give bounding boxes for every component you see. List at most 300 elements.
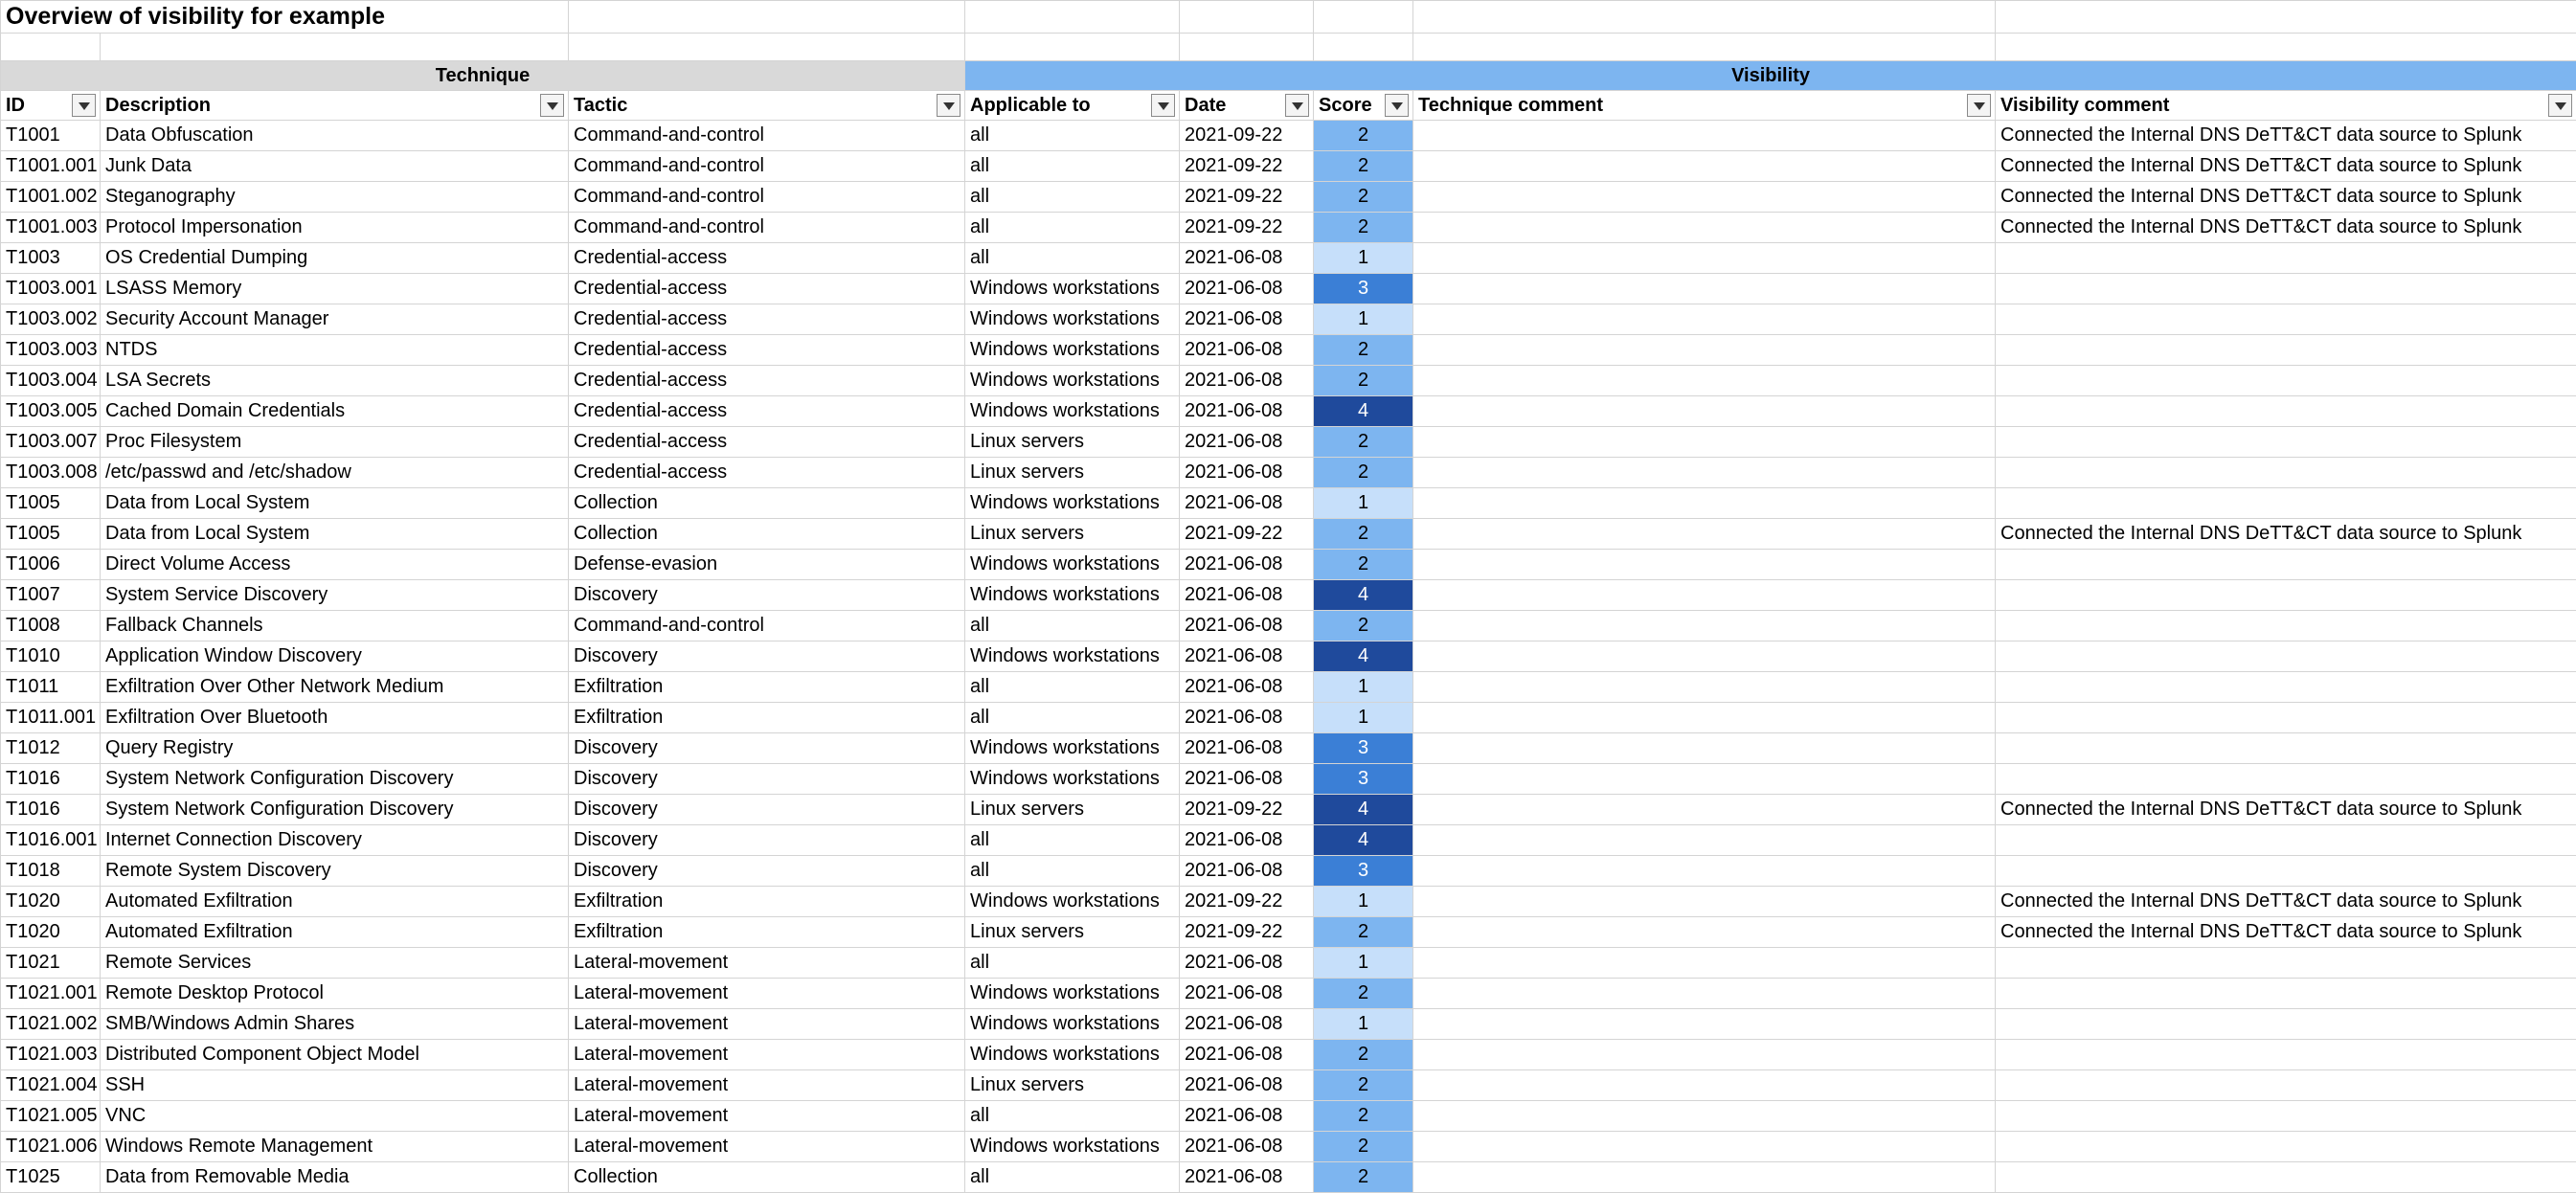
cell-score[interactable]: 1 bbox=[1314, 672, 1413, 703]
cell-date[interactable]: 2021-09-22 bbox=[1180, 519, 1314, 550]
cell[interactable] bbox=[569, 34, 965, 61]
cell-description[interactable]: Remote Services bbox=[101, 948, 569, 979]
cell-score[interactable]: 2 bbox=[1314, 519, 1413, 550]
cell-technique-comment[interactable] bbox=[1413, 733, 1996, 764]
filter-dropdown-icon[interactable] bbox=[72, 94, 96, 117]
cell-id[interactable]: T1003.007 bbox=[1, 427, 101, 458]
cell[interactable] bbox=[1314, 34, 1413, 61]
cell-description[interactable]: Fallback Channels bbox=[101, 611, 569, 642]
cell-visibility-comment[interactable] bbox=[1996, 396, 2576, 427]
cell-id[interactable]: T1016 bbox=[1, 764, 101, 795]
cell-technique-comment[interactable] bbox=[1413, 580, 1996, 611]
cell[interactable] bbox=[965, 34, 1180, 61]
cell-visibility-comment[interactable] bbox=[1996, 427, 2576, 458]
cell-date[interactable]: 2021-09-22 bbox=[1180, 213, 1314, 243]
cell-applicable-to[interactable]: Windows workstations bbox=[965, 335, 1180, 366]
cell-id[interactable]: T1006 bbox=[1, 550, 101, 580]
cell-technique-comment[interactable] bbox=[1413, 335, 1996, 366]
cell-visibility-comment[interactable]: Connected the Internal DNS DeTT&CT data source to Splunk bbox=[1996, 121, 2576, 151]
cell-applicable-to[interactable]: Windows workstations bbox=[965, 550, 1180, 580]
cell-score[interactable]: 4 bbox=[1314, 642, 1413, 672]
cell[interactable] bbox=[1314, 1, 1413, 34]
cell-visibility-comment[interactable] bbox=[1996, 1009, 2576, 1040]
cell-description[interactable]: Application Window Discovery bbox=[101, 642, 569, 672]
cell-score[interactable]: 2 bbox=[1314, 550, 1413, 580]
cell-id[interactable]: T1007 bbox=[1, 580, 101, 611]
cell-score[interactable]: 2 bbox=[1314, 1132, 1413, 1162]
cell-applicable-to[interactable]: Windows workstations bbox=[965, 580, 1180, 611]
cell-score[interactable]: 1 bbox=[1314, 243, 1413, 274]
group-header-technique[interactable]: Technique bbox=[1, 61, 965, 91]
cell[interactable] bbox=[1413, 1, 1996, 34]
cell-score[interactable]: 2 bbox=[1314, 1070, 1413, 1101]
cell-score[interactable]: 2 bbox=[1314, 917, 1413, 948]
cell-applicable-to[interactable]: Windows workstations bbox=[965, 488, 1180, 519]
cell-score[interactable]: 2 bbox=[1314, 182, 1413, 213]
cell-visibility-comment[interactable] bbox=[1996, 703, 2576, 733]
cell-applicable-to[interactable]: Linux servers bbox=[965, 1070, 1180, 1101]
cell-date[interactable]: 2021-06-08 bbox=[1180, 335, 1314, 366]
cell-technique-comment[interactable] bbox=[1413, 121, 1996, 151]
cell-applicable-to[interactable]: Windows workstations bbox=[965, 642, 1180, 672]
cell-id[interactable]: T1020 bbox=[1, 887, 101, 917]
filter-dropdown-icon[interactable] bbox=[1285, 94, 1309, 117]
cell-score[interactable]: 2 bbox=[1314, 458, 1413, 488]
cell-date[interactable]: 2021-06-08 bbox=[1180, 580, 1314, 611]
cell-tactic[interactable]: Exfiltration bbox=[569, 887, 965, 917]
cell-applicable-to[interactable]: all bbox=[965, 672, 1180, 703]
cell-technique-comment[interactable] bbox=[1413, 948, 1996, 979]
cell-applicable-to[interactable]: all bbox=[965, 703, 1180, 733]
cell[interactable] bbox=[1996, 1, 2576, 34]
cell-id[interactable]: T1005 bbox=[1, 488, 101, 519]
cell-technique-comment[interactable] bbox=[1413, 182, 1996, 213]
cell-id[interactable]: T1016 bbox=[1, 795, 101, 825]
cell-date[interactable]: 2021-09-22 bbox=[1180, 795, 1314, 825]
cell-score[interactable]: 1 bbox=[1314, 1009, 1413, 1040]
cell-score[interactable]: 3 bbox=[1314, 733, 1413, 764]
cell-date[interactable]: 2021-06-08 bbox=[1180, 427, 1314, 458]
cell-applicable-to[interactable]: Windows workstations bbox=[965, 733, 1180, 764]
cell-applicable-to[interactable]: all bbox=[965, 243, 1180, 274]
cell-description[interactable]: Data from Local System bbox=[101, 519, 569, 550]
cell-score[interactable]: 4 bbox=[1314, 580, 1413, 611]
cell-id[interactable]: T1001 bbox=[1, 121, 101, 151]
cell-visibility-comment[interactable] bbox=[1996, 1132, 2576, 1162]
cell-tactic[interactable]: Lateral-movement bbox=[569, 1132, 965, 1162]
cell-id[interactable]: T1003.008 bbox=[1, 458, 101, 488]
column-header-score[interactable] bbox=[1314, 91, 1413, 121]
cell-technique-comment[interactable] bbox=[1413, 304, 1996, 335]
cell-description[interactable]: Direct Volume Access bbox=[101, 550, 569, 580]
cell-date[interactable]: 2021-06-08 bbox=[1180, 1162, 1314, 1193]
cell-description[interactable]: Data Obfuscation bbox=[101, 121, 569, 151]
cell-date[interactable]: 2021-06-08 bbox=[1180, 1009, 1314, 1040]
cell-applicable-to[interactable]: Linux servers bbox=[965, 427, 1180, 458]
cell-score[interactable]: 4 bbox=[1314, 795, 1413, 825]
cell-visibility-comment[interactable] bbox=[1996, 458, 2576, 488]
cell-description[interactable]: Windows Remote Management bbox=[101, 1132, 569, 1162]
cell-visibility-comment[interactable] bbox=[1996, 335, 2576, 366]
cell-visibility-comment[interactable] bbox=[1996, 1040, 2576, 1070]
cell-id[interactable]: T1003.001 bbox=[1, 274, 101, 304]
cell-technique-comment[interactable] bbox=[1413, 672, 1996, 703]
filter-dropdown-icon[interactable] bbox=[937, 94, 960, 117]
cell-technique-comment[interactable] bbox=[1413, 213, 1996, 243]
column-header-visibility-comment[interactable] bbox=[1996, 91, 2576, 121]
cell-date[interactable]: 2021-06-08 bbox=[1180, 488, 1314, 519]
cell-id[interactable]: T1008 bbox=[1, 611, 101, 642]
cell-tactic[interactable]: Command-and-control bbox=[569, 611, 965, 642]
cell-tactic[interactable]: Credential-access bbox=[569, 335, 965, 366]
cell-id[interactable]: T1016.001 bbox=[1, 825, 101, 856]
cell-visibility-comment[interactable]: Connected the Internal DNS DeTT&CT data source to Splunk bbox=[1996, 887, 2576, 917]
cell-date[interactable]: 2021-06-08 bbox=[1180, 856, 1314, 887]
cell-applicable-to[interactable]: all bbox=[965, 948, 1180, 979]
cell[interactable] bbox=[1180, 34, 1314, 61]
cell-tactic[interactable]: Discovery bbox=[569, 764, 965, 795]
cell-date[interactable]: 2021-06-08 bbox=[1180, 948, 1314, 979]
column-header-description[interactable] bbox=[101, 91, 569, 121]
cell-date[interactable]: 2021-06-08 bbox=[1180, 1101, 1314, 1132]
cell-date[interactable]: 2021-06-08 bbox=[1180, 764, 1314, 795]
cell-technique-comment[interactable] bbox=[1413, 1040, 1996, 1070]
cell-description[interactable]: Data from Removable Media bbox=[101, 1162, 569, 1193]
cell-applicable-to[interactable]: all bbox=[965, 1162, 1180, 1193]
cell[interactable] bbox=[1413, 34, 1996, 61]
cell-tactic[interactable]: Lateral-movement bbox=[569, 979, 965, 1009]
cell-description[interactable]: /etc/passwd and /etc/shadow bbox=[101, 458, 569, 488]
cell-applicable-to[interactable]: all bbox=[965, 151, 1180, 182]
cell-tactic[interactable]: Discovery bbox=[569, 642, 965, 672]
cell-tactic[interactable]: Lateral-movement bbox=[569, 948, 965, 979]
cell-visibility-comment[interactable] bbox=[1996, 1070, 2576, 1101]
cell-applicable-to[interactable]: Windows workstations bbox=[965, 979, 1180, 1009]
cell-id[interactable]: T1005 bbox=[1, 519, 101, 550]
cell-description[interactable]: Distributed Component Object Model bbox=[101, 1040, 569, 1070]
cell-date[interactable]: 2021-09-22 bbox=[1180, 121, 1314, 151]
cell-technique-comment[interactable] bbox=[1413, 1101, 1996, 1132]
cell-applicable-to[interactable]: Linux servers bbox=[965, 519, 1180, 550]
cell-date[interactable]: 2021-06-08 bbox=[1180, 243, 1314, 274]
cell-applicable-to[interactable]: Windows workstations bbox=[965, 764, 1180, 795]
cell-score[interactable]: 2 bbox=[1314, 366, 1413, 396]
cell-technique-comment[interactable] bbox=[1413, 550, 1996, 580]
column-header-date[interactable] bbox=[1180, 91, 1314, 121]
cell-applicable-to[interactable]: Linux servers bbox=[965, 795, 1180, 825]
cell-score[interactable]: 2 bbox=[1314, 1101, 1413, 1132]
column-header-technique-comment[interactable] bbox=[1413, 91, 1996, 121]
cell-description[interactable]: Data from Local System bbox=[101, 488, 569, 519]
cell-id[interactable]: T1001.002 bbox=[1, 182, 101, 213]
cell-date[interactable]: 2021-06-08 bbox=[1180, 366, 1314, 396]
cell-tactic[interactable]: Discovery bbox=[569, 580, 965, 611]
cell-score[interactable]: 3 bbox=[1314, 274, 1413, 304]
cell-technique-comment[interactable] bbox=[1413, 979, 1996, 1009]
cell-tactic[interactable]: Lateral-movement bbox=[569, 1070, 965, 1101]
cell-applicable-to[interactable]: all bbox=[965, 611, 1180, 642]
cell-tactic[interactable]: Command-and-control bbox=[569, 151, 965, 182]
cell[interactable] bbox=[101, 34, 569, 61]
cell-id[interactable]: T1003.002 bbox=[1, 304, 101, 335]
cell-visibility-comment[interactable] bbox=[1996, 856, 2576, 887]
cell-date[interactable]: 2021-06-08 bbox=[1180, 1132, 1314, 1162]
cell-id[interactable]: T1020 bbox=[1, 917, 101, 948]
cell-tactic[interactable]: Command-and-control bbox=[569, 213, 965, 243]
cell-date[interactable]: 2021-06-08 bbox=[1180, 274, 1314, 304]
cell-date[interactable]: 2021-09-22 bbox=[1180, 917, 1314, 948]
cell-id[interactable]: T1021.003 bbox=[1, 1040, 101, 1070]
cell-date[interactable]: 2021-06-08 bbox=[1180, 611, 1314, 642]
cell-id[interactable]: T1010 bbox=[1, 642, 101, 672]
cell-description[interactable]: Cached Domain Credentials bbox=[101, 396, 569, 427]
cell-date[interactable]: 2021-06-08 bbox=[1180, 1070, 1314, 1101]
cell-tactic[interactable]: Defense-evasion bbox=[569, 550, 965, 580]
cell[interactable] bbox=[1180, 1, 1314, 34]
cell-visibility-comment[interactable] bbox=[1996, 764, 2576, 795]
cell-description[interactable]: Security Account Manager bbox=[101, 304, 569, 335]
column-header-tactic[interactable] bbox=[569, 91, 965, 121]
cell-id[interactable]: T1021 bbox=[1, 948, 101, 979]
cell-technique-comment[interactable] bbox=[1413, 917, 1996, 948]
cell-score[interactable]: 2 bbox=[1314, 335, 1413, 366]
cell-tactic[interactable]: Lateral-movement bbox=[569, 1009, 965, 1040]
cell-tactic[interactable]: Discovery bbox=[569, 856, 965, 887]
cell-applicable-to[interactable]: all bbox=[965, 213, 1180, 243]
cell-technique-comment[interactable] bbox=[1413, 519, 1996, 550]
cell-score[interactable]: 1 bbox=[1314, 304, 1413, 335]
cell-visibility-comment[interactable]: Connected the Internal DNS DeTT&CT data source to Splunk bbox=[1996, 917, 2576, 948]
filter-dropdown-icon[interactable] bbox=[2548, 94, 2572, 117]
cell-score[interactable]: 2 bbox=[1314, 1162, 1413, 1193]
cell-tactic[interactable]: Collection bbox=[569, 488, 965, 519]
cell-tactic[interactable]: Lateral-movement bbox=[569, 1101, 965, 1132]
cell-tactic[interactable]: Exfiltration bbox=[569, 703, 965, 733]
cell-description[interactable]: SSH bbox=[101, 1070, 569, 1101]
cell-description[interactable]: LSASS Memory bbox=[101, 274, 569, 304]
cell-tactic[interactable]: Exfiltration bbox=[569, 917, 965, 948]
cell-applicable-to[interactable]: all bbox=[965, 856, 1180, 887]
cell-applicable-to[interactable]: all bbox=[965, 825, 1180, 856]
cell-tactic[interactable]: Command-and-control bbox=[569, 121, 965, 151]
cell-date[interactable]: 2021-06-08 bbox=[1180, 825, 1314, 856]
cell-visibility-comment[interactable] bbox=[1996, 488, 2576, 519]
cell-score[interactable]: 1 bbox=[1314, 887, 1413, 917]
cell-id[interactable]: T1021.001 bbox=[1, 979, 101, 1009]
cell-visibility-comment[interactable] bbox=[1996, 274, 2576, 304]
cell-applicable-to[interactable]: Windows workstations bbox=[965, 1040, 1180, 1070]
cell-date[interactable]: 2021-06-08 bbox=[1180, 703, 1314, 733]
cell-date[interactable]: 2021-09-22 bbox=[1180, 182, 1314, 213]
cell-applicable-to[interactable]: Windows workstations bbox=[965, 1132, 1180, 1162]
cell-id[interactable]: T1001.003 bbox=[1, 213, 101, 243]
cell-visibility-comment[interactable] bbox=[1996, 948, 2576, 979]
cell[interactable] bbox=[965, 1, 1180, 34]
cell-visibility-comment[interactable]: Connected the Internal DNS DeTT&CT data source to Splunk bbox=[1996, 795, 2576, 825]
cell-date[interactable]: 2021-06-08 bbox=[1180, 1040, 1314, 1070]
cell-id[interactable]: T1021.002 bbox=[1, 1009, 101, 1040]
cell-id[interactable]: T1003 bbox=[1, 243, 101, 274]
cell-applicable-to[interactable]: Windows workstations bbox=[965, 887, 1180, 917]
cell-description[interactable]: Query Registry bbox=[101, 733, 569, 764]
filter-dropdown-icon[interactable] bbox=[1385, 94, 1409, 117]
cell-description[interactable]: System Service Discovery bbox=[101, 580, 569, 611]
cell-technique-comment[interactable] bbox=[1413, 1070, 1996, 1101]
cell-score[interactable]: 1 bbox=[1314, 488, 1413, 519]
cell-tactic[interactable]: Lateral-movement bbox=[569, 1040, 965, 1070]
cell-visibility-comment[interactable] bbox=[1996, 825, 2576, 856]
cell-technique-comment[interactable] bbox=[1413, 396, 1996, 427]
filter-dropdown-icon[interactable] bbox=[1967, 94, 1991, 117]
cell-applicable-to[interactable]: Windows workstations bbox=[965, 274, 1180, 304]
cell-technique-comment[interactable] bbox=[1413, 1132, 1996, 1162]
cell-description[interactable]: NTDS bbox=[101, 335, 569, 366]
cell-description[interactable]: System Network Configuration Discovery bbox=[101, 795, 569, 825]
cell-id[interactable]: T1011.001 bbox=[1, 703, 101, 733]
cell-score[interactable]: 3 bbox=[1314, 764, 1413, 795]
cell-description[interactable]: LSA Secrets bbox=[101, 366, 569, 396]
cell-score[interactable]: 2 bbox=[1314, 121, 1413, 151]
cell-tactic[interactable]: Credential-access bbox=[569, 274, 965, 304]
cell-technique-comment[interactable] bbox=[1413, 366, 1996, 396]
cell-applicable-to[interactable]: all bbox=[965, 182, 1180, 213]
cell-description[interactable]: Remote Desktop Protocol bbox=[101, 979, 569, 1009]
cell-tactic[interactable]: Credential-access bbox=[569, 458, 965, 488]
cell-date[interactable]: 2021-06-08 bbox=[1180, 642, 1314, 672]
cell[interactable] bbox=[569, 1, 965, 34]
cell-technique-comment[interactable] bbox=[1413, 151, 1996, 182]
cell-date[interactable]: 2021-06-08 bbox=[1180, 550, 1314, 580]
cell-tactic[interactable]: Discovery bbox=[569, 825, 965, 856]
cell-visibility-comment[interactable] bbox=[1996, 550, 2576, 580]
cell-visibility-comment[interactable] bbox=[1996, 366, 2576, 396]
cell-description[interactable]: Exfiltration Over Other Network Medium bbox=[101, 672, 569, 703]
sheet-title[interactable]: Overview of visibility for example bbox=[1, 1, 569, 34]
cell-score[interactable]: 2 bbox=[1314, 1040, 1413, 1070]
cell-date[interactable]: 2021-06-08 bbox=[1180, 672, 1314, 703]
cell-id[interactable]: T1003.003 bbox=[1, 335, 101, 366]
cell-score[interactable]: 3 bbox=[1314, 856, 1413, 887]
cell-description[interactable]: Exfiltration Over Bluetooth bbox=[101, 703, 569, 733]
cell-score[interactable]: 2 bbox=[1314, 213, 1413, 243]
cell-description[interactable]: VNC bbox=[101, 1101, 569, 1132]
cell-description[interactable]: SMB/Windows Admin Shares bbox=[101, 1009, 569, 1040]
column-header-applicable-to[interactable] bbox=[965, 91, 1180, 121]
cell-id[interactable]: T1001.001 bbox=[1, 151, 101, 182]
cell-visibility-comment[interactable] bbox=[1996, 1101, 2576, 1132]
cell-score[interactable]: 2 bbox=[1314, 979, 1413, 1009]
filter-dropdown-icon[interactable] bbox=[1151, 94, 1175, 117]
column-header-id[interactable] bbox=[1, 91, 101, 121]
cell-visibility-comment[interactable] bbox=[1996, 642, 2576, 672]
cell-id[interactable]: T1018 bbox=[1, 856, 101, 887]
cell-id[interactable]: T1021.004 bbox=[1, 1070, 101, 1101]
filter-dropdown-icon[interactable] bbox=[540, 94, 564, 117]
cell-tactic[interactable]: Collection bbox=[569, 1162, 965, 1193]
cell-tactic[interactable]: Exfiltration bbox=[569, 672, 965, 703]
cell-applicable-to[interactable]: all bbox=[965, 1101, 1180, 1132]
cell-score[interactable]: 1 bbox=[1314, 703, 1413, 733]
cell-technique-comment[interactable] bbox=[1413, 243, 1996, 274]
cell-tactic[interactable]: Collection bbox=[569, 519, 965, 550]
cell-description[interactable]: Remote System Discovery bbox=[101, 856, 569, 887]
cell-description[interactable]: System Network Configuration Discovery bbox=[101, 764, 569, 795]
cell[interactable] bbox=[1996, 34, 2576, 61]
cell-description[interactable]: Internet Connection Discovery bbox=[101, 825, 569, 856]
cell-visibility-comment[interactable] bbox=[1996, 243, 2576, 274]
cell-applicable-to[interactable]: all bbox=[965, 121, 1180, 151]
cell-id[interactable]: T1003.005 bbox=[1, 396, 101, 427]
cell-id[interactable]: T1003.004 bbox=[1, 366, 101, 396]
cell-id[interactable]: T1021.006 bbox=[1, 1132, 101, 1162]
cell-tactic[interactable]: Credential-access bbox=[569, 304, 965, 335]
cell-technique-comment[interactable] bbox=[1413, 611, 1996, 642]
cell-tactic[interactable]: Credential-access bbox=[569, 427, 965, 458]
cell-visibility-comment[interactable] bbox=[1996, 733, 2576, 764]
cell-applicable-to[interactable]: Linux servers bbox=[965, 917, 1180, 948]
cell-date[interactable]: 2021-09-22 bbox=[1180, 151, 1314, 182]
cell-applicable-to[interactable]: Windows workstations bbox=[965, 304, 1180, 335]
cell-id[interactable]: T1011 bbox=[1, 672, 101, 703]
cell-description[interactable]: Automated Exfiltration bbox=[101, 917, 569, 948]
cell-applicable-to[interactable]: Windows workstations bbox=[965, 396, 1180, 427]
cell-score[interactable]: 2 bbox=[1314, 427, 1413, 458]
cell-technique-comment[interactable] bbox=[1413, 274, 1996, 304]
cell-applicable-to[interactable]: Windows workstations bbox=[965, 1009, 1180, 1040]
cell-id[interactable]: T1012 bbox=[1, 733, 101, 764]
cell-description[interactable]: Proc Filesystem bbox=[101, 427, 569, 458]
cell-date[interactable]: 2021-06-08 bbox=[1180, 396, 1314, 427]
cell-applicable-to[interactable]: Linux servers bbox=[965, 458, 1180, 488]
cell-visibility-comment[interactable] bbox=[1996, 979, 2576, 1009]
cell-visibility-comment[interactable] bbox=[1996, 672, 2576, 703]
cell-visibility-comment[interactable]: Connected the Internal DNS DeTT&CT data source to Splunk bbox=[1996, 151, 2576, 182]
cell-technique-comment[interactable] bbox=[1413, 488, 1996, 519]
cell-tactic[interactable]: Discovery bbox=[569, 795, 965, 825]
cell-id[interactable]: T1025 bbox=[1, 1162, 101, 1193]
group-header-visibility[interactable]: Visibility bbox=[965, 61, 2576, 91]
cell-technique-comment[interactable] bbox=[1413, 825, 1996, 856]
cell-visibility-comment[interactable]: Connected the Internal DNS DeTT&CT data source to Splunk bbox=[1996, 519, 2576, 550]
cell-id[interactable]: T1021.005 bbox=[1, 1101, 101, 1132]
cell-visibility-comment[interactable]: Connected the Internal DNS DeTT&CT data source to Splunk bbox=[1996, 213, 2576, 243]
cell-technique-comment[interactable] bbox=[1413, 795, 1996, 825]
cell-technique-comment[interactable] bbox=[1413, 458, 1996, 488]
cell-description[interactable]: Steganography bbox=[101, 182, 569, 213]
cell[interactable] bbox=[1, 34, 101, 61]
cell-tactic[interactable]: Credential-access bbox=[569, 396, 965, 427]
cell-technique-comment[interactable] bbox=[1413, 1162, 1996, 1193]
cell-date[interactable]: 2021-09-22 bbox=[1180, 887, 1314, 917]
cell-score[interactable]: 2 bbox=[1314, 151, 1413, 182]
cell-visibility-comment[interactable] bbox=[1996, 580, 2576, 611]
cell-score[interactable]: 4 bbox=[1314, 396, 1413, 427]
cell-tactic[interactable]: Discovery bbox=[569, 733, 965, 764]
cell-score[interactable]: 2 bbox=[1314, 611, 1413, 642]
cell-technique-comment[interactable] bbox=[1413, 427, 1996, 458]
cell-description[interactable]: Automated Exfiltration bbox=[101, 887, 569, 917]
cell-date[interactable]: 2021-06-08 bbox=[1180, 458, 1314, 488]
cell-technique-comment[interactable] bbox=[1413, 1009, 1996, 1040]
cell-description[interactable]: OS Credential Dumping bbox=[101, 243, 569, 274]
cell-tactic[interactable]: Credential-access bbox=[569, 366, 965, 396]
cell-tactic[interactable]: Command-and-control bbox=[569, 182, 965, 213]
cell-technique-comment[interactable] bbox=[1413, 642, 1996, 672]
cell-visibility-comment[interactable]: Connected the Internal DNS DeTT&CT data source to Splunk bbox=[1996, 182, 2576, 213]
cell-visibility-comment[interactable] bbox=[1996, 304, 2576, 335]
cell-technique-comment[interactable] bbox=[1413, 856, 1996, 887]
cell-date[interactable]: 2021-06-08 bbox=[1180, 304, 1314, 335]
